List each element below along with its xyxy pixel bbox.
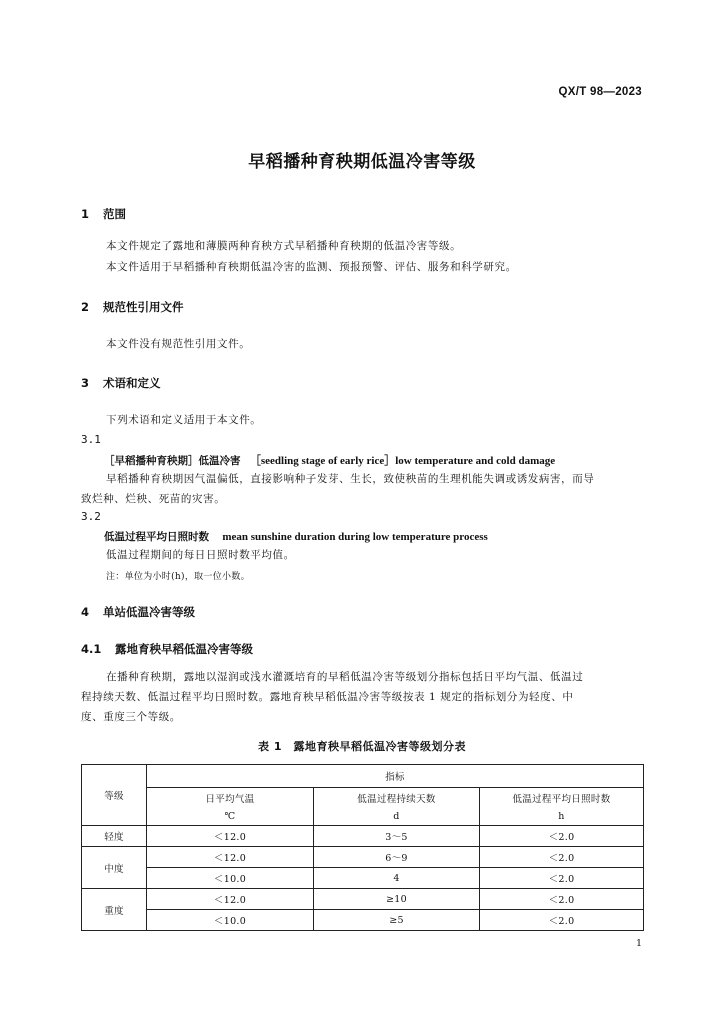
page-number: 1 <box>635 938 642 949</box>
table-cell: ＜10.0 <box>147 910 314 931</box>
table-cell: ＜12.0 <box>147 889 314 910</box>
section-2-heading <box>81 299 184 315</box>
paragraph: 本文件规定了露地和薄膜两种育秧方式早稻播种育秧期的低温冷害等级。 <box>106 240 462 252</box>
table-cell: 4 <box>314 868 480 889</box>
section-number: 2 <box>81 300 90 314</box>
table-row <box>82 826 644 847</box>
term-number: 3.2 <box>81 510 101 523</box>
grade-table <box>81 764 644 931</box>
section-title: 术语和定义 <box>103 376 161 390</box>
subsection-number: 4.1 <box>81 642 102 656</box>
header-index: 指标 <box>147 765 644 788</box>
table-row <box>82 889 644 910</box>
section-4-heading <box>81 604 195 620</box>
grade-cell: 中度 <box>82 847 147 889</box>
term-3-2 <box>104 529 488 544</box>
section-3-heading <box>81 375 161 391</box>
paragraph-line: 在播种育秧期，露地以湿润或浅水灌溉培育的早稻低温冷害等级划分指标包括日平均气温、低温过 <box>106 671 584 683</box>
term-chinese: 低温过程平均日照时数 <box>104 531 209 543</box>
table-cell: 6～9 <box>314 847 480 868</box>
section-title: 规范性引用文件 <box>103 300 184 314</box>
paragraph: 本文件适用于早稻播种育秧期低温冷害的监测、预报预警、评估、服务和科学研究。 <box>106 261 517 273</box>
definition-line: 早稻播种育秧期因气温偏低，直接影响种子发芽、生长，致使秧苗的生理机能失调或诱发病害，而导 <box>106 473 595 485</box>
definition-line: 致烂种、烂秧、死苗的灾害。 <box>81 493 226 505</box>
section-title: 单站低温冷害等级 <box>103 605 195 619</box>
table-cell: ＜2.0 <box>480 826 644 847</box>
header-grade: 等级 <box>82 765 147 826</box>
note: 注：单位为小时(h)，取一位小数。 <box>106 572 250 582</box>
header-col3-unit: h <box>480 807 644 826</box>
definition-line: 低温过程期间的每日日照时数平均值。 <box>106 549 295 561</box>
term-chinese: ［早稻播种育秧期］低温冷害 <box>104 455 241 467</box>
header-col2-name: 低温过程持续天数 <box>314 788 480 808</box>
paragraph: 下列术语和定义适用于本文件。 <box>106 414 262 426</box>
term-english: mean sunshine duration during low temperature process <box>222 531 488 543</box>
grade-cell: 重度 <box>82 889 147 931</box>
table-cell: ≥5 <box>314 910 480 931</box>
section-number: 1 <box>81 207 90 221</box>
header-col3-name: 低温过程平均日照时数 <box>480 788 644 808</box>
subsection-4-1-heading <box>81 641 253 657</box>
table-cell: ＜2.0 <box>480 868 644 889</box>
document-number: QX/T 98—2023 <box>558 86 642 98</box>
table-cell: ＜12.0 <box>147 826 314 847</box>
paragraph: 本文件没有规范性引用文件。 <box>106 338 251 350</box>
term-english: ［seedling stage of early rice］low temperature and cold damage <box>249 455 556 467</box>
term-3-1 <box>104 452 555 468</box>
header-col1-unit: ℃ <box>147 807 314 826</box>
table-row <box>82 868 644 889</box>
table-cell: 3～5 <box>314 826 480 847</box>
table-row <box>82 910 644 931</box>
section-1-heading <box>81 206 126 222</box>
table-cell: ＜2.0 <box>480 910 644 931</box>
table-row <box>82 847 644 868</box>
paragraph-line: 程持续天数、低温过程平均日照时数。露地育秧早稻低温冷害等级按表 1 规定的指标划分为轻度、中 <box>81 691 574 703</box>
table-cell: ＜2.0 <box>480 847 644 868</box>
section-title: 范围 <box>103 207 126 221</box>
table-cell: ≥10 <box>314 889 480 910</box>
table-caption: 表 1 露地育秧早稻低温冷害等级划分表 <box>258 740 466 753</box>
table-cell: ＜12.0 <box>147 847 314 868</box>
subsection-title: 露地育秧早稻低温冷害等级 <box>115 642 253 656</box>
header-col1-name: 日平均气温 <box>147 788 314 808</box>
header-col2-unit: d <box>314 807 480 826</box>
table-cell: ＜2.0 <box>480 889 644 910</box>
table-cell: ＜10.0 <box>147 868 314 889</box>
document-title: 早稻播种育秧期低温冷害等级 <box>248 152 476 172</box>
term-number: 3.1 <box>81 433 101 446</box>
section-number: 4 <box>81 605 90 619</box>
grade-cell: 轻度 <box>82 826 147 847</box>
paragraph-line: 度、重度三个等级。 <box>81 711 181 723</box>
section-number: 3 <box>81 376 90 390</box>
